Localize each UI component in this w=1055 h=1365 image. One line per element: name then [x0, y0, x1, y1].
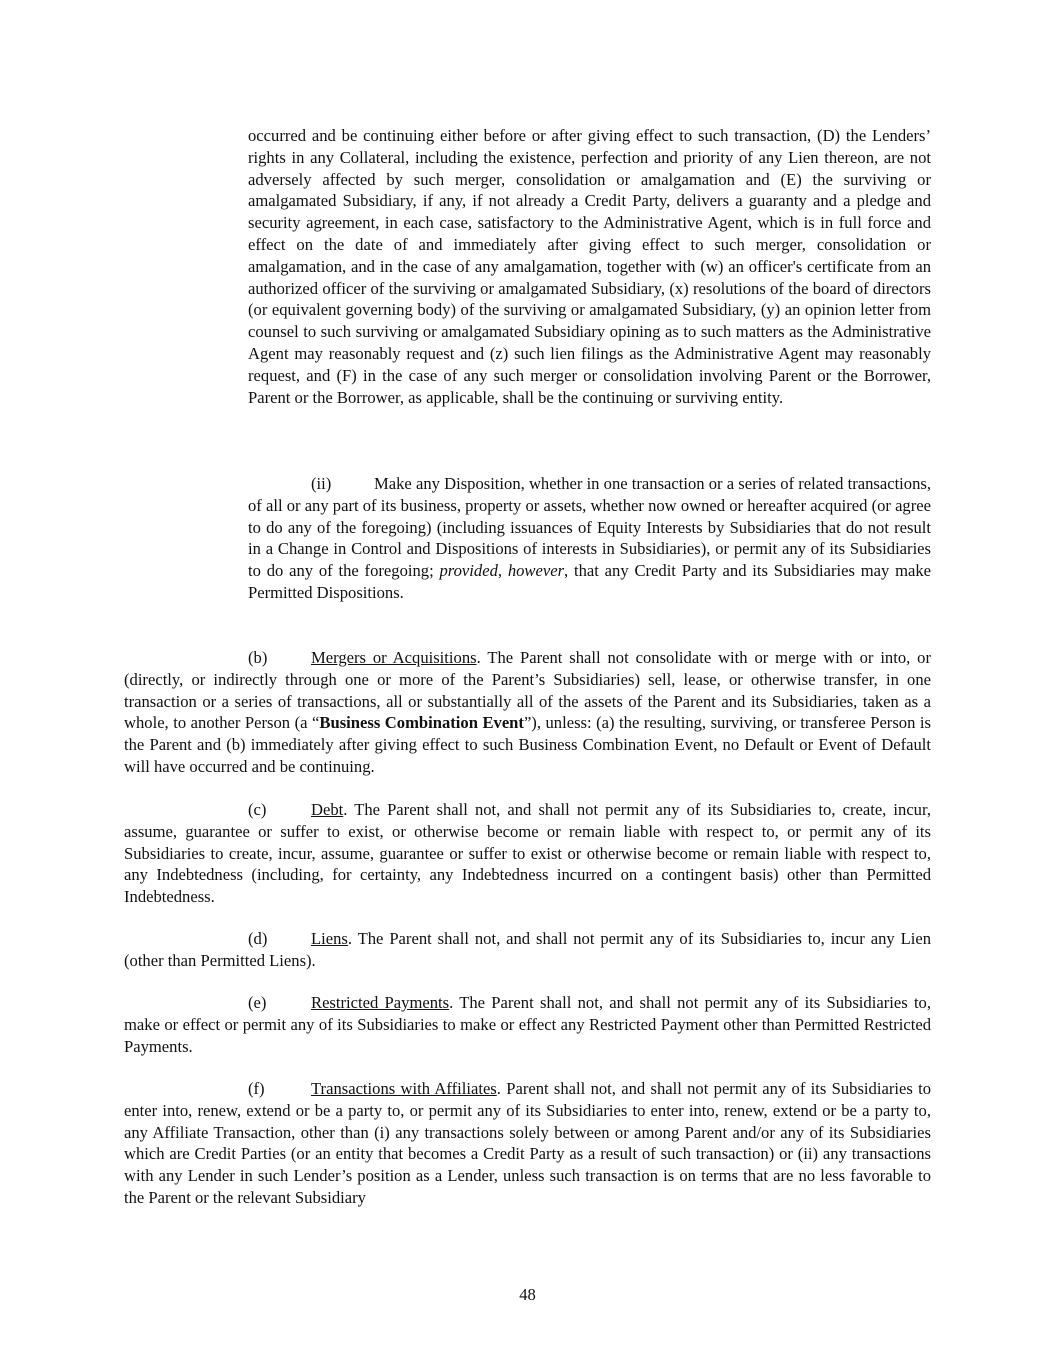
section-d — [124, 928, 931, 972]
section-f — [124, 1078, 931, 1209]
section-b — [124, 647, 931, 778]
section-text: . Parent shall not, and shall not permit any of its Subsidiaries to enter into, renew, extend or be a party to, or permit any of its Subsidiaries to enter into, renew, extend or be a party to, any Affiliate Transaction, other than (i) any transactions solely between or among Parent and/or any of its Subsidiaries which are Credit Parties (or an entity that becomes a Credit Party as a result of such transaction) or (ii) any transactions with any Lender in such Lender’s position as a Lender, unless such transaction is on terms that are no less favorable to the Parent or the relevant Subsidiary — [124, 1079, 931, 1207]
paragraph-continuation — [248, 125, 931, 408]
section-marker: (e) — [248, 993, 267, 1012]
section-text: . The Parent shall not consolidate with or merge with or into, or (directly, or indirectly through one or more of the Parent’s Subsidiaries) sell, lease, or otherwise transfer, in one transaction or a series of transactions, all or substantially all of the assets of the Parent and its Subsidiaries, taken as a whole, to another Person (a “ — [124, 648, 931, 733]
section-marker: (b) — [248, 648, 268, 667]
section-heading: Liens — [311, 929, 348, 948]
section-text: . The Parent shall not, and shall not permit any of its Subsidiaries to, create, incur, assume, guarantee or suffer to exist, or otherwise become or remain liable with respect to, or permit any of its Subsidiaries to create, incur, assume, guarantee or suffer to exist or otherwise become or remain liable with respect to, any Indebtedness (including, for certainty, any Indebtedness incurred on a contingent basis) other than Permitted Indebtedness. — [124, 800, 931, 907]
section-heading: Restricted Payments — [311, 993, 450, 1012]
clause-text: , that any Credit Party and its Subsidiaries may make Permitted Dispositions. — [248, 561, 932, 602]
paragraph-text: occurred and be continuing either before or after giving effect to such transaction, (D) the Lenders’ rights in any Collateral, including the existence, perfection and priority of any Lien thereon, are not adversely affected by such merger, consolidation or amalgamation and (E) the surviving or amalgamated Subsidiary, if any, if not already a Credit Party, delivers a guaranty and a pledge and security agreement, in each case, satisfactory to the Administrative Agent, which is in full force and effect on the date of and immediately after giving effect to such merger, consolidation or amalgamation, and in the case of any amalgamation, together with (w) an officer's certificate from an authorized officer of the surviving or amalgamated Subsidiary, (x) resolutions of the board of directors (or equivalent governing body) of the surviving or amalgamated Subsidiary, (y) an opinion letter from counsel to such surviving or amalgamated Subsidiary opining as to such matters as the Administrative Agent may reasonably request and (z) such lien filings as the Administrative Agent may reasonably request, and (F) in the case of any such merger or consolidation involving Parent or the Borrower, Parent or the Borrower, as applicable, shall be the continuing or surviving entity. — [248, 126, 931, 407]
clause-ii — [248, 473, 931, 604]
section-text: . The Parent shall not, and shall not permit any of its Subsidiaries to, incur any Lien (other than Permitted Liens). — [124, 929, 931, 970]
section-heading: Transactions with Affiliates — [311, 1079, 497, 1098]
section-heading: Mergers or Acquisitions — [311, 648, 477, 667]
section-c — [124, 799, 931, 908]
defined-term: Business Combination Event — [319, 713, 524, 733]
clause-text: Make any Disposition, whether in one transaction or a series of related transactions, of all or any part of its business, property or assets, whether now owned or hereafter acquired (or agree to do any of the foregoing) (including issuances of Equity Interests by Subsidiaries that do not result in a Change in Control and Dispositions of interests in Subsidiaries), or permit any of its Subsidiaries to do any of the foregoing; — [248, 474, 931, 581]
section-e — [124, 992, 931, 1057]
section-heading: Debt — [311, 800, 344, 819]
section-text: . The Parent shall not, and shall not permit any of its Subsidiaries to, make or effect or permit any of its Subsidiaries to make or effect any Restricted Payment other than Permitted Restricted Payments. — [124, 993, 931, 1056]
section-text: ”), unless: (a) the resulting, surviving, or transferee Person is the Parent and (b) immediately after giving effect to such Business Combination Event, no Default or Event of Default will have occurred and be continuing. — [124, 713, 931, 776]
section-marker: (c) — [248, 800, 267, 819]
proviso-italic: provided, however — [439, 561, 565, 581]
section-marker: (d) — [248, 929, 268, 948]
page-number: 48 — [519, 1285, 536, 1304]
clause-marker: (ii) — [311, 474, 332, 493]
section-marker: (f) — [248, 1079, 265, 1098]
